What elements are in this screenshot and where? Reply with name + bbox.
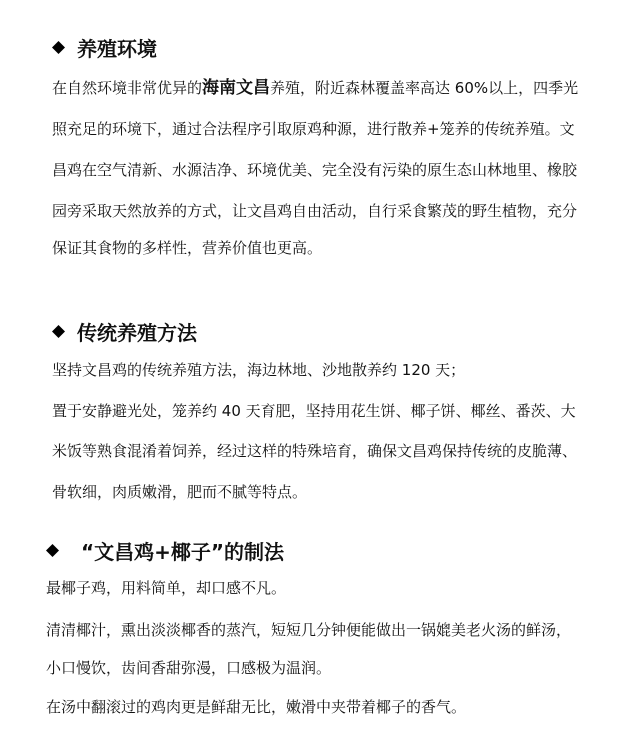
heading-text: “文昌鸡+椰子”的制法	[81, 539, 285, 564]
paragraph-line: 在自然环境非常优异的海南文昌养殖，附近森林覆盖率高达 60%以上，四季光	[52, 78, 579, 98]
diamond-bullet-icon	[46, 544, 59, 557]
paragraph-line: 置于安静避光处，笼养约 40 天育肥，坚持用花生饼、椰子饼、椰丝、番茨、大	[52, 402, 576, 420]
paragraph-line: 清清椰汁，熏出淡淡椰香的蒸汽，短短几分钟便能做出一锅媲美老火汤的鲜汤，	[46, 621, 572, 639]
paragraph-line: 骨软细，肉质嫩滑，肥而不腻等特点。	[52, 483, 308, 501]
section-heading-methods	[52, 318, 197, 344]
diamond-bullet-icon	[52, 41, 65, 54]
section-heading-recipe	[46, 537, 284, 563]
paragraph-line: 园旁采取天然放养的方式，让文昌鸡自由活动，自行采食繁茂的野生植物，充分	[52, 202, 578, 220]
paragraph-line: 保证其食物的多样性，营养价值也更高。	[52, 239, 323, 257]
paragraph-line: 坚持文昌鸡的传统养殖方法，海边林地、沙地散养约 120 天；	[52, 361, 466, 379]
highlight-location: 海南文昌	[202, 78, 271, 98]
paragraph-line: 最椰子鸡，用料简单，却口感不凡。	[46, 579, 287, 597]
paragraph-line: 照充足的环境下，通过合法程序引取原鸡种源，进行散养+笼养的传统养殖。文	[52, 120, 575, 138]
diamond-bullet-icon	[52, 325, 65, 338]
paragraph-line: 昌鸡在空气清新、水源洁净、环境优美、完全没有污染的原生态山林地里、橡胶	[52, 161, 578, 179]
paragraph-line: 小口慢饮，齿间香甜弥漫，口感极为温润。	[46, 659, 332, 677]
heading-text: 养殖环境	[77, 36, 157, 61]
section-heading-environment	[52, 34, 157, 60]
paragraph-line: 在汤中翻滚过的鸡肉更是鲜甜无比，嫩滑中夹带着椰子的香气。	[46, 698, 467, 716]
paragraph-line: 米饭等熟食混淆着饲养，经过这样的特殊培育，确保文昌鸡保持传统的皮脆薄、	[52, 442, 578, 460]
heading-text: 传统养殖方法	[77, 320, 197, 345]
